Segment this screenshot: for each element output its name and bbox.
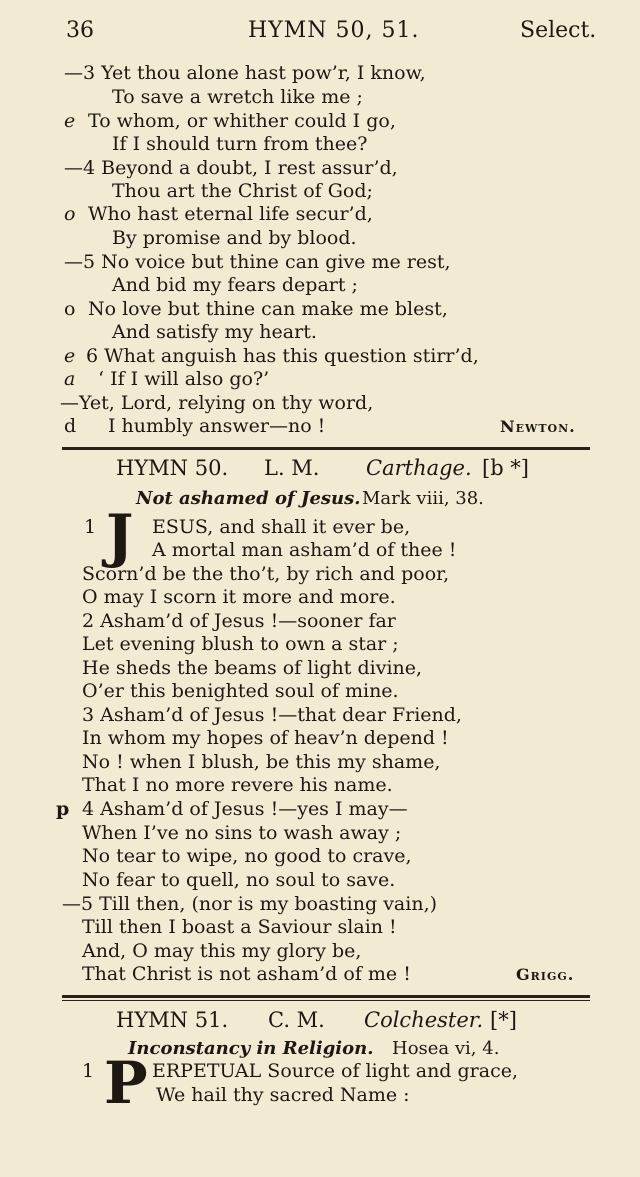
dynamic-mark: d — [64, 415, 77, 437]
verse-line: No ! when I blush, be this my shame, — [82, 751, 441, 773]
section-divider — [62, 995, 590, 998]
scripture-reference: Mark viii, 38. — [362, 488, 484, 509]
verse-line: 2 Asham’d of Jesus !—sooner far — [82, 610, 396, 632]
drop-cap: J — [106, 502, 134, 570]
scripture-reference: Hosea vi, 4. — [392, 1038, 500, 1059]
verse-line: ERPETUAL Source of light and grace, — [152, 1060, 519, 1082]
header-section: Select. — [520, 18, 597, 43]
verse-line: Scorn’d be the tho’t, by rich and poor, — [82, 563, 450, 585]
verse-line: Who hast eternal life secur’d, — [88, 203, 373, 225]
verse-line: —Yet, Lord, relying on thy word, — [60, 392, 374, 414]
verse-line: O may I scorn it more and more. — [82, 586, 396, 608]
verse-number: 1 — [82, 1060, 95, 1082]
dynamic-mark: e — [64, 345, 76, 367]
verse-line: We hail thy sacred Name : — [156, 1084, 410, 1106]
verse-line: 3 Asham’d of Jesus !—that dear Friend, — [82, 704, 462, 726]
dynamic-mark: p — [56, 798, 70, 820]
verse-line: ESUS, and shall it ever be, — [152, 516, 411, 538]
verse-line: By promise and by blood. — [112, 227, 357, 249]
dynamic-mark: o — [64, 298, 76, 320]
verse-line: ‘ If I will also go?’ — [98, 368, 270, 390]
verse-line: That I no more revere his name. — [82, 774, 393, 796]
verse-line: And satisfy my heart. — [112, 321, 317, 343]
verse-line: —4 Beyond a doubt, I rest assur’d, — [64, 157, 398, 179]
verse-line: Till then I boast a Saviour slain ! — [82, 916, 397, 938]
verse-line: And bid my fears depart ; — [112, 274, 358, 296]
verse-number: 1 — [84, 516, 97, 538]
dynamic-mark: o — [64, 203, 76, 225]
verse-line: O’er this benighted soul of mine. — [82, 680, 399, 702]
author-credit: Newton. — [500, 417, 576, 436]
running-header — [0, 14, 640, 50]
section-divider-thin — [62, 1000, 590, 1001]
author-credit: Grigg. — [516, 965, 575, 984]
hymn-subtitle: Inconstancy in Religion. — [128, 1038, 374, 1059]
verse-line: He sheds the beams of light divine, — [82, 657, 423, 679]
hymn-tag: [*] — [490, 1008, 517, 1032]
verse-line: 4 Asham’d of Jesus !—yes I may— — [82, 798, 408, 820]
header-title: HYMN 50, 51. — [248, 18, 420, 43]
verse-line: If I should turn from thee? — [112, 133, 368, 155]
hymn-subtitle: Not ashamed of Jesus. — [136, 488, 361, 509]
section-divider — [62, 447, 590, 450]
verse-line: No love but thine can make me blest, — [88, 298, 448, 320]
verse-line: That Christ is not asham’d of me ! — [82, 963, 411, 985]
verse-line: A mortal man asham’d of thee ! — [152, 539, 457, 561]
verse-line: No tear to wipe, no good to crave, — [82, 845, 412, 867]
hymn-tune: Carthage. — [366, 456, 472, 480]
hymn-number: HYMN 50. — [116, 456, 229, 480]
dynamic-mark: e — [64, 110, 76, 132]
hymn-meter: L. M. — [264, 456, 320, 480]
drop-cap: P — [104, 1049, 148, 1117]
verse-line: —5 Till then, (nor is my boasting vain,) — [62, 893, 438, 915]
page-number: 36 — [66, 18, 94, 43]
hymn-number: HYMN 51. — [116, 1008, 229, 1032]
verse-line: Thou art the Christ of God; — [112, 180, 373, 202]
verse-line: I humbly answer—no ! — [108, 415, 326, 437]
hymn-tag: [b *] — [482, 456, 530, 480]
verse-line: When I’ve no sins to wash away ; — [82, 822, 402, 844]
verse-line: Let evening blush to own a star ; — [82, 633, 399, 655]
hymn-tune: Colchester. — [364, 1008, 484, 1032]
verse-line: To save a wretch like me ; — [112, 86, 363, 108]
verse-line: To whom, or whither could I go, — [88, 110, 396, 132]
dynamic-mark: a — [64, 368, 76, 390]
verse-line: —3 Yet thou alone hast pow’r, I know, — [64, 62, 426, 84]
verse-line: No fear to quell, no soul to save. — [82, 869, 396, 891]
verse-line: —5 No voice but thine can give me rest, — [64, 251, 451, 273]
verse-line: In whom my hopes of heav’n depend ! — [82, 727, 449, 749]
verse-line: 6 What anguish has this question stirr’d, — [86, 345, 479, 367]
hymn-meter: C. M. — [268, 1008, 325, 1032]
verse-line: And, O may this my glory be, — [82, 940, 362, 962]
